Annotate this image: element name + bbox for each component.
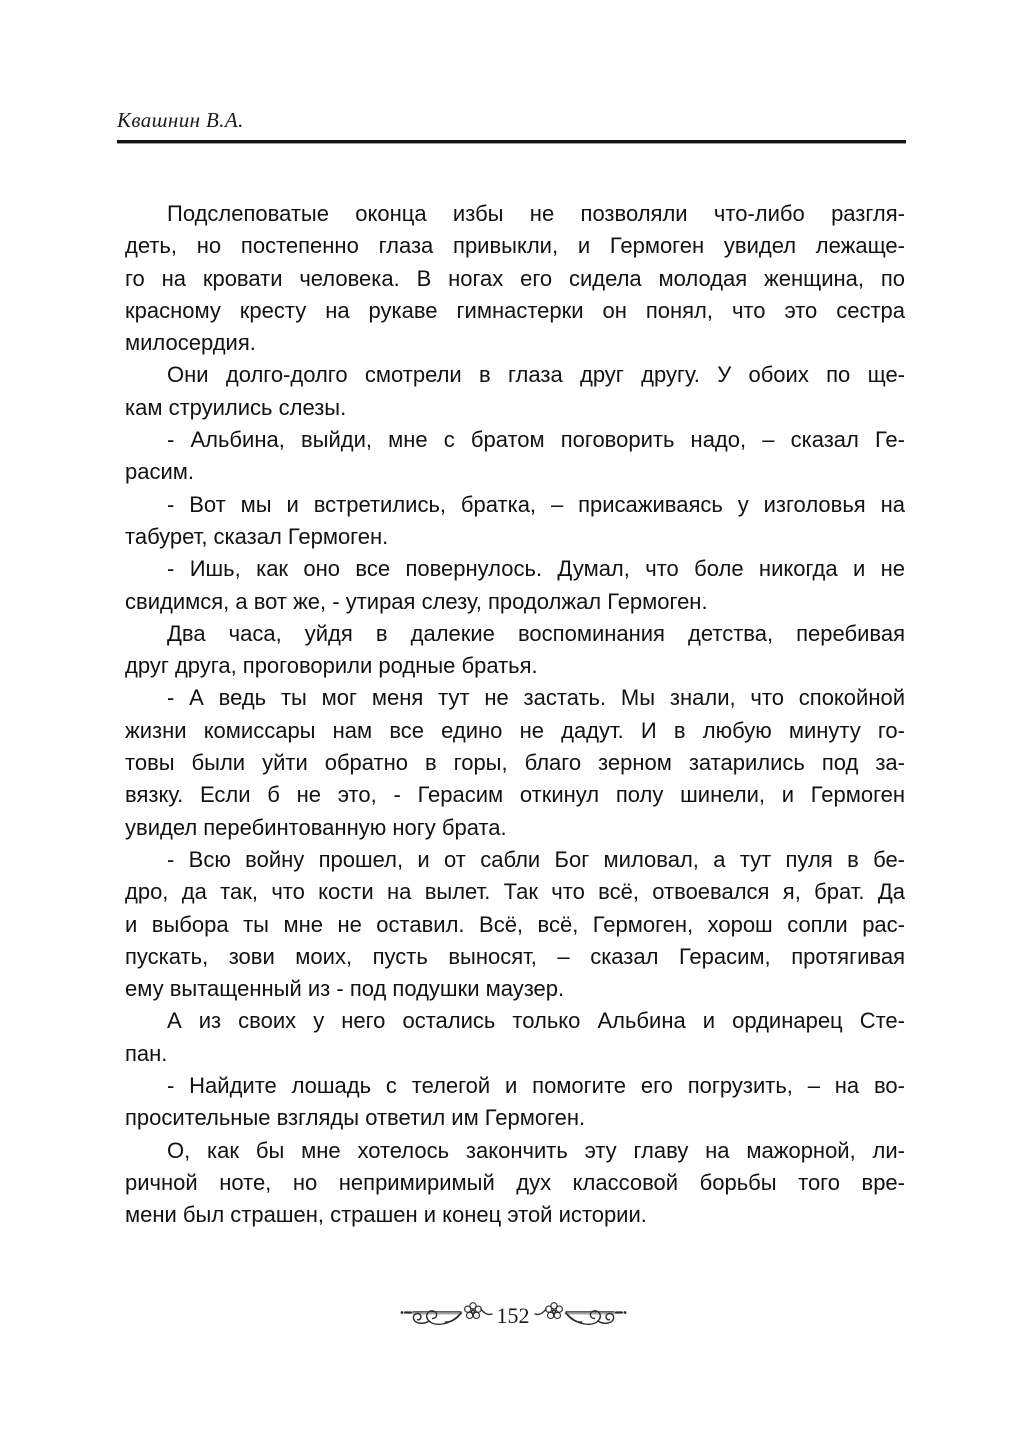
text-line: пускать, зови моих, пусть выносят, – сказал Герасим, протягивая — [125, 943, 905, 969]
flourish-ornament-right — [532, 1299, 628, 1333]
text-line: Подслеповатые оконца избы не позволяли что-либо разгля- — [167, 201, 905, 226]
text-line: - Вот мы и встретились, братка, – присаживаясь у изголовья на — [167, 491, 905, 517]
text-line: О, как бы мне хотелось закончить эту главу на мажорной, ли- — [167, 1137, 905, 1163]
florette-icon — [545, 1303, 562, 1319]
page-body — [125, 198, 905, 1232]
text-line: - А ведь ты мог меня тут не застать. Мы знали, что спокойной — [167, 685, 905, 711]
text-line: Два часа, уйдя в далекие воспоминания детства, перебивая — [167, 620, 905, 646]
text-line: ричной ноте, но непримиримый дух классовой борьбы того вре- — [125, 1169, 905, 1195]
text-line: - Ишь, как оно все повернулось. Думал, что боле никогда и не — [167, 556, 905, 582]
text-line: свидимся, а вот же, - утирая слезу, продолжал Гермоген. — [125, 588, 708, 614]
text-line: красному кресту на рукаве гимнастерки он понял, что это сестра — [125, 297, 905, 323]
text-line: - Всю войну прошел, и от сабли Бог миловал, а тут пуля в бе- — [167, 846, 905, 872]
page-footer — [0, 1298, 1026, 1334]
header-author: Квашнин В.А. — [117, 108, 244, 132]
text-line: кам струились слезы. — [125, 394, 347, 420]
text-line: пан. — [125, 1040, 168, 1066]
text-line: - Альбина, выйди, мне с братом поговорить надо, – сказал Ге- — [167, 427, 905, 453]
text-line: табурет, сказал Гермоген. — [125, 523, 389, 549]
text-line: расим. — [125, 459, 194, 485]
text-line: друг друга, проговорили родные братья. — [125, 653, 538, 679]
text-line: вязку. Если б не это, - Герасим откинул полу шинели, и Гермоген — [125, 782, 905, 808]
text-line: Они долго-долго смотрели в глаза друг другу. У обоих по ще- — [167, 362, 905, 388]
header-rule-shadow — [117, 143, 906, 144]
text-line: - Найдите лошадь с телегой и помогите его погрузить, – на во- — [167, 1073, 905, 1099]
text-line: увидел перебинтованную ногу брата. — [125, 814, 507, 840]
text-line: дро, да так, что кости на вылет. Так что всё, отвоевался я, брат. Да — [125, 879, 905, 905]
florette-icon — [464, 1303, 481, 1319]
text-line: и выбора ты мне не оставил. Всё, всё, Гермоген, хорош сопли рас- — [125, 911, 905, 937]
text-line: го на кровати человека. В ногах его сидела молодая женщина, по — [125, 265, 905, 291]
text-line: жизни комиссары нам все едино не дадут. И в любую минуту го- — [125, 717, 905, 743]
page-number: 152 — [496, 1303, 530, 1328]
flourish-ornament-left — [399, 1299, 495, 1333]
text-line: А из своих у него остались только Альбина и ординарец Сте- — [167, 1008, 905, 1034]
text-line: мени был страшен, страшен и конец этой истории. — [125, 1202, 647, 1228]
text-line: просительные взгляды ответил им Гермоген. — [125, 1105, 586, 1131]
text-line: милосердия. — [125, 330, 256, 356]
text-line: деть, но постепенно глаза привыкли, и Гермоген увидел лежаще- — [125, 233, 905, 259]
header-rule — [117, 140, 906, 144]
text-line: ему вытащенный из - под подушки маузер. — [125, 976, 565, 1002]
text-line: товы были уйти обратно в горы, благо зерном затарились под за- — [125, 750, 905, 776]
